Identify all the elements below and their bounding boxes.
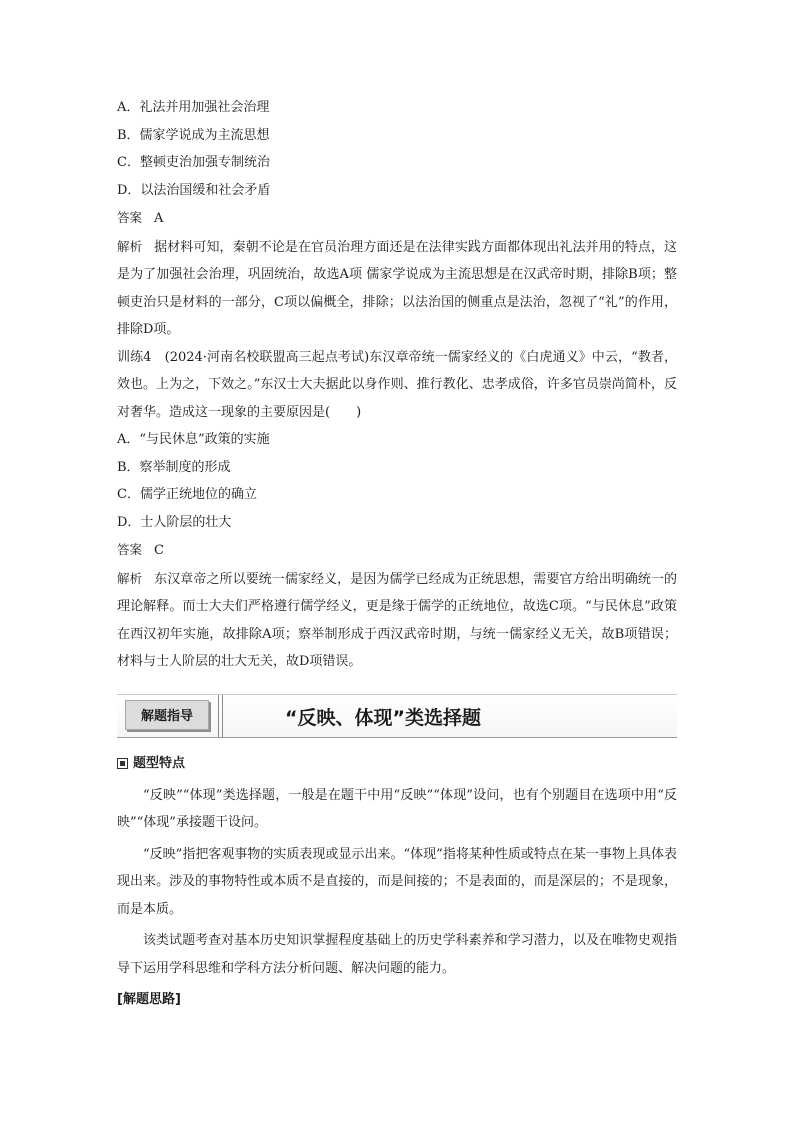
answer-label: 答案 xyxy=(117,210,143,225)
q3-option-a: A．礼法并用加强社会治理 xyxy=(117,100,270,115)
banner-divider xyxy=(218,695,223,737)
q3-options xyxy=(117,94,677,204)
features-paragraph-1: “反映”“体现”类选择题，一般是在题干中用“反映”“体现”设问，也有个别题目在选项中用“反映”“体现”承接题干设问。 xyxy=(117,787,677,830)
features-paragraph-3: 该类试题考查对基本历史知识掌握程度基础上的历史学科素养和学习潜力，以及在唯物史观指导下运用学科思维和学科方法分析问题、解决问题的能力。 xyxy=(117,933,677,976)
answer-value: C xyxy=(154,543,164,558)
features-heading-text: 题型特点 xyxy=(133,755,186,771)
approach-heading: [解题思路] xyxy=(117,992,181,1007)
q4-option-c: C．儒学正统地位的确立 xyxy=(117,487,257,502)
analysis-text: 东汉章帝之所以要统一儒家经义，是因为儒学已经成为正统思想，需要官方给出明确统一的理论解释。而士大夫们严格遵行儒学经义，更是缘于儒学的正统地位，故选C项。“与民休息”政策在西汉初年实施，故排除A项；察举制形成于西汉武帝时期，与统一儒家经义无关，故B项错误；材料与士人阶层的壮大无关，故D项错误。 xyxy=(117,571,677,669)
document-page xyxy=(117,94,677,1014)
q4-analysis xyxy=(117,565,677,676)
features-heading xyxy=(117,750,677,778)
answer-value: A xyxy=(154,211,164,226)
q3-option-d: D．以法治国缓和社会矛盾 xyxy=(117,182,271,198)
q4-option-a: A．“与民休息”政策的实施 xyxy=(117,432,270,447)
q3-answer xyxy=(117,204,677,233)
q4-stem: 训练4 (2024·河南名校联盟高三起点考试)东汉章帝统一儒家经义的《白虎通义》中云，“教者，效也。上为之，下效之。”东汉士大夫据此以身作则、推行教化、忠孝成俗，许多官员崇尚简朴，反对奢华。造成这一现象的主要原因是( ) xyxy=(117,349,677,420)
section-banner xyxy=(117,694,677,738)
square-bullet-icon xyxy=(117,758,128,769)
q4-option-d: D．士人阶层的壮大 xyxy=(117,514,232,530)
q3-option-b: B．儒家学说成为主流思想 xyxy=(117,127,270,143)
q4-options xyxy=(117,426,677,536)
analysis-text: 据材料可知，秦朝不论是在官员治理方面还是在法律实践方面都体现出礼法并用的特点，这是为了加强社会治理，巩固统治，故选A项 儒家学说成为主流思想是在汉武帝时期，排除B项；整顿吏治只是材料的一部分，C项以偏概全，排除；以法治国的侧重点是法治，忽视了“礼”的作用，排除D项。 xyxy=(117,239,677,337)
q3-option-c: C．整顿吏治加强专制统治 xyxy=(117,155,270,170)
q4-answer xyxy=(117,536,677,565)
features-paragraph-2: “反映”指把客观事物的实质表现或显示出来。“体现”指将某种性质或特点在某一事物上具体表现出来。涉及的事物特性或本质不是直接的，而是间接的；不是表面的，而是深层的；不是现象，而是本质。 xyxy=(117,846,677,917)
banner-tag: 解题指导 xyxy=(125,700,209,730)
q3-analysis xyxy=(117,233,677,344)
analysis-label: 解析 xyxy=(117,238,143,254)
answer-label: 答案 xyxy=(117,542,143,557)
analysis-label: 解析 xyxy=(117,570,143,586)
banner-title: “反映、体现”类选择题 xyxy=(285,706,481,729)
q4-option-b: B．察举制度的形成 xyxy=(117,459,231,475)
